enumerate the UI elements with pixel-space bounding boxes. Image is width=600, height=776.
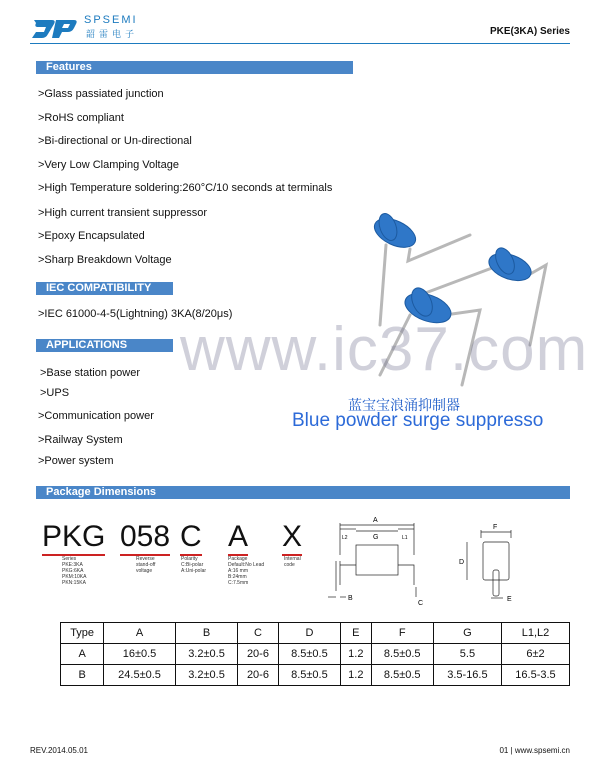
table-cell: 8.5±0.5	[371, 644, 433, 665]
table-header: G	[433, 623, 501, 644]
logo-cn-text: 韶雷电子	[86, 29, 139, 39]
revision-label: REV.2014.05.01	[30, 746, 88, 755]
feature-item: >High Temperature soldering:260°C/10 seconds at terminals	[38, 182, 333, 194]
table-cell: B	[61, 665, 104, 686]
note-voltage: Reverse stand-off voltage	[136, 556, 156, 574]
code-series-text: PKG	[42, 520, 106, 553]
table-cell: 3.2±0.5	[175, 665, 237, 686]
label-F: F	[493, 524, 498, 531]
code-voltage	[120, 520, 170, 554]
feature-item: >Very Low Clamping Voltage	[38, 159, 179, 171]
label-L1: L1	[402, 535, 408, 541]
label-B: B	[348, 595, 353, 602]
note-series: Series PKE:3KA PKG:6KA PKM:10KA PKN:15KA	[62, 556, 87, 586]
label-D: D	[459, 559, 465, 566]
applications-header: APPLICATIONS	[36, 339, 173, 352]
code-package	[228, 520, 248, 554]
page-footer: 01 | www.spsemi.cn	[499, 746, 570, 755]
feature-item: >Glass passiated junction	[38, 88, 164, 100]
label-L2: L2	[342, 535, 348, 541]
table-cell: 5.5	[433, 644, 501, 665]
iec-item: >IEC 61000-4-5(Lightning) 3KA(8/20μs)	[38, 308, 233, 320]
code-package-text: A	[228, 520, 249, 553]
table-cell: 8.5±0.5	[278, 665, 340, 686]
table-header: B	[175, 623, 237, 644]
label-E: E	[507, 596, 512, 603]
end-view-drawing	[455, 522, 535, 607]
table-header: C	[238, 623, 279, 644]
header-divider	[30, 43, 570, 44]
table-cell: 1.2	[341, 644, 371, 665]
code-polarity-text: C	[180, 520, 202, 553]
table-header: A	[104, 623, 176, 644]
application-item: >Communication power	[38, 410, 154, 422]
features-header: Features	[36, 61, 353, 74]
label-G: G	[373, 534, 379, 541]
table-header: E	[341, 623, 371, 644]
code-series	[42, 520, 105, 554]
logo-text: SPSEMI	[84, 14, 138, 26]
dimension-table	[60, 622, 570, 686]
table-cell: 16±0.5	[104, 644, 176, 665]
logo-mark	[30, 14, 90, 40]
code-internal-text: X	[282, 520, 303, 553]
table-header: Type	[61, 623, 104, 644]
feature-item: >RoHS compliant	[38, 112, 124, 124]
product-caption-cn: 蓝宝宝浪涌抑制器	[348, 397, 460, 413]
table-cell: 3.2±0.5	[175, 644, 237, 665]
feature-item: >Sharp Breakdown Voltage	[38, 254, 172, 266]
table-header: F	[371, 623, 433, 644]
note-polarity: Polarity C:Bi-polar A:Uni-polar	[181, 556, 207, 574]
table-cell: 20-6	[238, 644, 279, 665]
product-caption-en: Blue powder surge suppresso	[292, 410, 544, 431]
feature-item: >High current transient suppressor	[38, 207, 208, 219]
table-header: L1,L2	[501, 623, 569, 644]
table-cell: 6±2	[501, 644, 569, 665]
code-voltage-text: 058	[120, 520, 171, 553]
table-row	[61, 644, 570, 665]
application-item: >Railway System	[38, 434, 123, 446]
note-internal: Internal code	[284, 556, 301, 568]
iec-header: IEC COMPATIBILITY	[36, 282, 173, 295]
code-polarity	[180, 520, 202, 554]
company-logo	[30, 14, 190, 40]
side-view-drawing	[318, 515, 438, 607]
series-title: PKE(3KA) Series	[489, 26, 570, 37]
label-C: C	[418, 600, 424, 607]
feature-item: >Epoxy Encapsulated	[38, 230, 145, 242]
application-item: >Base station power	[40, 367, 140, 379]
code-internal	[282, 520, 302, 554]
application-item: >UPS	[40, 387, 70, 399]
note-package: Package Default:No Lead A:16 mm B:24mm C:7.5mm	[228, 556, 265, 586]
table-cell: 8.5±0.5	[278, 644, 340, 665]
application-item: >Power system	[38, 455, 114, 467]
table-cell: 24.5±0.5	[104, 665, 176, 686]
table-cell: 1.2	[341, 665, 371, 686]
label-A: A	[373, 517, 378, 524]
table-header-row	[61, 623, 570, 644]
table-header: D	[278, 623, 340, 644]
table-cell: 16.5-3.5	[501, 665, 569, 686]
table-cell: 20-6	[238, 665, 279, 686]
watermark: www.ic37.com	[180, 315, 589, 384]
table-row	[61, 665, 570, 686]
package-header: Package Dimensions	[36, 486, 570, 499]
table-cell: 3.5-16.5	[433, 665, 501, 686]
table-cell: 8.5±0.5	[371, 665, 433, 686]
feature-item: >Bi-directional or Un-directional	[38, 135, 192, 147]
table-cell: A	[61, 644, 104, 665]
